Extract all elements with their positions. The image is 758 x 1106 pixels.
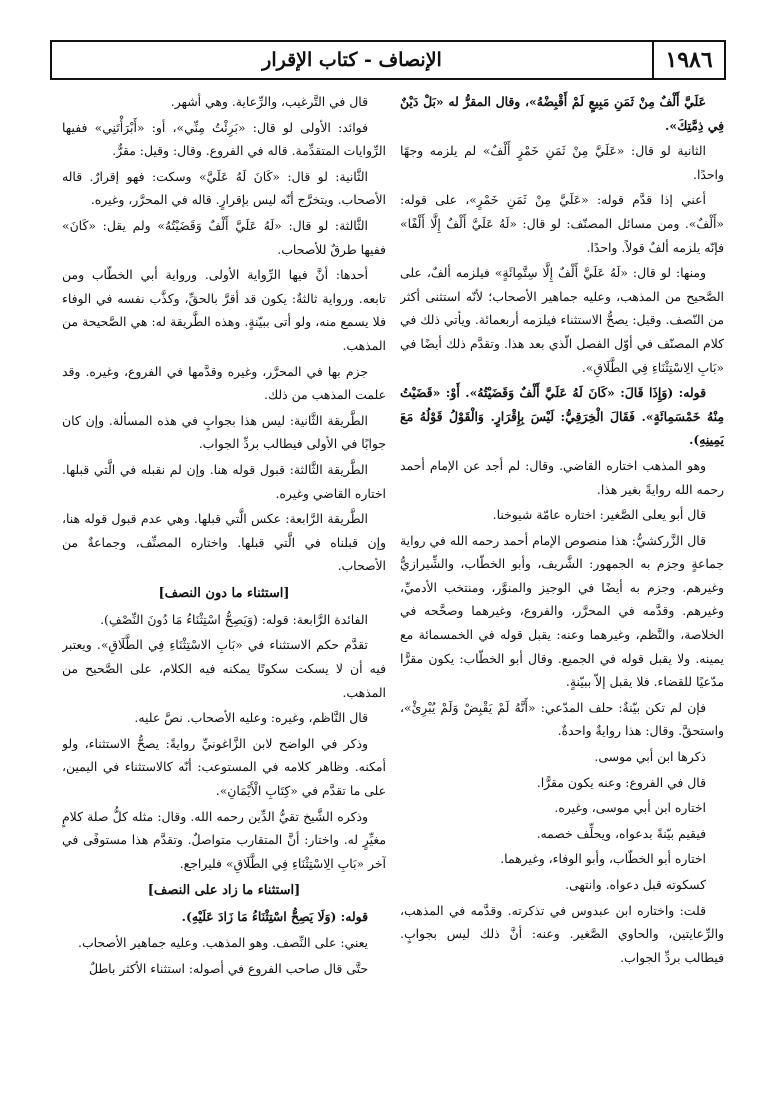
paragraph: قال الزَّركشيُّ: هذا منصوص الإمام أحمد رحمه الله في رواية جماعةٍ وجزم به الجمهور: الشَّريف، وأبو الخطّاب، والشِّيرازيُّ وغيرهم. وجزم به أيضًا في الوجيز والمنوَّر، ومنتخب الأدميِّ، وغيرهم. وقدَّمه في المحرَّر، والفروع، وغيرهما وصحَّحه في الخلاصة، والنَّظم، وغيرهما وعنه: يقبل قوله في الخمسمائة مع يمينه. ولا يقبل قوله في الجميع. وقال أبو الخطّاب: يكون مقرًّا مدّعيًا للقضاء. فلا يقبل إلاّ ببيّنةٍ.	[400, 532, 724, 690]
paragraph: يعني: على النِّصف. وهو المذهب. وعليه جماهير الأصحاب.	[78, 935, 368, 950]
paragraph: الطَّريقة الرَّابعة: عكس الَّتي قبلها. وهي عدم قبول قوله هنا، وإن قبلناه في الَّتي قبلها. واختاره المصنِّف، وجماعةٌ من الأصحاب.	[62, 511, 386, 574]
paragraph: أعني إذا قدَّم قوله: «عَلَيَّ مِنْ ثَمَنِ خَمْرٍ»، على قوله: «أَلْفٌ». ومن مسائل المصنّف: لو قال: «لَهُ عَلَيَّ أَلْفٌ إِلَّا أَلْفًا» فإنّه يلزمه ألفٌ قولاً. واحدًا.	[400, 192, 724, 255]
quoted-paragraph: قوله: (وَلَا يَصِحُّ اسْتِثْنَاءُ مَا زَادَ عَلَيْهِ).	[181, 909, 368, 925]
paragraph: قلت: واختاره ابن عبدوس في تذكرته. وقدَّمه في المذهب، والرِّعايتين، والحاوي الصَّغير. وعنه: أنَّ ذلك ليس بجوابٍ. فيطالب بردِّ الجواب.	[400, 902, 724, 965]
page-number: ١٩٨٦	[652, 42, 724, 78]
section-heading: [استثناء ما زاد على النصف]	[147, 883, 301, 899]
paragraph: اختاره أبو الخطّاب، وأبو الوفاء، وغيرهما.	[500, 851, 706, 867]
paragraph: الطَّريقة الثَّانية: ليس هذا بجوابٍ في هذه المسألة. وإن كان جوابًا في الأولى فيطالب بردِّ الجواب.	[62, 412, 386, 452]
right-column	[400, 90, 724, 1090]
paragraph: فوائد: الأولى لو قال: «بَرِئْتُ مِنِّي»، أو: «أَبْرَأْتَنِي» ففيها الرِّوايات المتقدِّمة. قاله في الفروع. وقال: وقيل: مقرٌّ.	[62, 119, 386, 159]
paragraph: الثَّانية: لو قال: «كَانَ لَهُ عَلَيَّ» وسكت: فهو إقرارٌ. قاله الأصحاب. ويتخرَّج أنّه ليس بإقرارٍ. قاله في المحرَّر، وغيره.	[62, 168, 386, 208]
paragraph: وذكره الشَّيخ تقيُّ الدِّين رحمه الله. وقال: مثله كلُّ صلة كلامٍ مغيِّرٍ له. واختار: أنَّ المتقارب متواصلٌ. وتقدَّم هذا مستوفًى في آخر «بَابِ الِاسْتِثْنَاءِ فِي الطَّلَاقِ» فليراجع.	[62, 808, 386, 871]
running-title: الإنصاف - كتاب الإقرار	[262, 49, 442, 71]
paragraph: وهو المذهب اختاره القاضي. وقال: لم أجد عن الإمام أحمد رحمه الله روايةً بغير هذا.	[400, 457, 724, 497]
left-column	[62, 90, 386, 1090]
paragraph: الفائدة الرَّابعة: قوله: (وَيَصِحُّ اسْتِثْنَاءُ مَا دُونَ النِّصْفِ).	[100, 611, 368, 627]
paragraph: الثانية لو قال: «عَلَيَّ مِنْ ثَمَنِ خَمْرٍ أَلْفٌ» لم يلزمه وجهًا واحدًا.	[400, 143, 724, 182]
paragraph: أحدها: أنَّ فيها الرِّواية الأولى. ورواية أبي الخطّاب ومن تابعه. ورواية ثالثةٌ: يكون قد أقرَّ بالحقِّ، وكذَّب نفسه في الوفاء فلا يسمع منه، ولو أتى ببيّنةٍ. وهذه الطَّريقة له: هي الصَّحيحة من المذهب.	[62, 267, 386, 353]
paragraph: فإن لم تكن بيّنةٌ: حلف المدّعي: «أَنَّهُ لَمْ يَقْبِضْ وَلَمْ يُبْرِئْ»، واستحقَّ. وقال: هذا روايةٌ واحدةٌ.	[400, 699, 724, 739]
paragraph: فيقيم بيّنةً بدعواه، ويحلِّف خصمه.	[536, 825, 706, 841]
quoted-paragraph: عَلَيَّ أَلْفٌ مِنْ ثَمَنِ مَبِيعٍ لَمْ أَقْبِضْهُ»، وقال المقرُّ له «بَلْ دَيْنٌ فِي ذِمَّتِكَ».	[400, 94, 724, 133]
paragraph: ومنها: لو قال: «لَهُ عَلَيَّ أَلْفٌ إِلَّا سِتَّمِائَةٍ» فيلزمه ألفٌ، على الصَّحيح من المذهب، وعليه جماهير الأصحاب؛ لأنّه استثنى أكثر من النّصف. وقيل: يصحُّ الاستثناء فيلزمه أربعمائة. ويأتي ذلك في كلام المصنّف في أوّل الفصل الّذي بعد هذا. وتقدَّم ذلك أيضًا في «بَابِ الِاسْتِثْنَاءِ فِي الطَّلَاقِ».	[400, 265, 724, 375]
paragraph: كسكوته قبل دعواه. وانتهى.	[565, 877, 706, 892]
paragraph: الثَّالثة: لو قال: «لَهُ عَلَيَّ أَلْفٌ وَقَضَيْتُهُ» ولم يقل: «كَانَ» ففيها طرقٌ للأصحاب.	[62, 217, 386, 257]
paragraph: قال في التَّرغيب، والرِّعاية. وهي أشهر.	[170, 94, 368, 109]
paragraph: قال في الفروع: وعنه يكون مقرًّا.	[536, 774, 706, 790]
paragraph: الطَّريقة الثَّالثة: قبول قوله هنا. وإن لم نقبله في الَّتي قبلها. اختاره القاضي وغيره.	[62, 461, 386, 501]
paragraph: اختاره ابن أبي موسى، وغيره.	[554, 800, 706, 816]
paragraph: قال أبو يعلى الصَّغير: اختاره عامّة شيوخنا.	[492, 507, 706, 523]
section-heading: [استثناء ما دون النصف]	[158, 585, 290, 601]
paragraph: تقدَّم حكم الاستثناء في «بَابِ الاسْتِثْنَاءِ فِي الطَّلَاقِ». ويعتبر فيه أن لا يسكت سكوتًا يمكنه فيه الكلام، على الصَّحيح من المذهب.	[62, 637, 386, 700]
quoted-paragraph: قوله: (وَإِذَا قَالَ: «كَانَ لَهُ عَلَيَّ أَلْفٌ وَقَضَيْتُهُ». أَوْ: «قَضَيْتُ مِنْهُ خَمْسَمِائَةٍ». فَقَالَ الْخِرَقِيُّ: لَيْسَ بِإِقْرَارٍ. وَالْقَوْلُ قَوْلُهُ مَعَ يَمِينِهِ).	[400, 385, 724, 448]
page-header	[50, 40, 726, 80]
paragraph: وذكر في الواضح لابن الزَّاغونيِّ روايةً: يصحُّ الاستثناء، ولو أمكنه. وظاهر كلامه في المستوعب: أنّه كالاستثناء في اليمين، على ما تقدَّم في «كِتَابِ الْأَيْمَانِ».	[62, 735, 386, 799]
paragraph: حتَّى قال صاحب الفروع في أصوله: استثناء الأكثر باطلٌ	[88, 960, 368, 976]
paragraph: جزم بها في المحرَّر، وغيره وقدَّمها في الفروع، وغيره. وقد علمت المذهب من ذلك.	[62, 363, 386, 403]
text-columns	[62, 90, 724, 1090]
paragraph: ذكرها ابن أبي موسى.	[594, 749, 706, 765]
paragraph: قال النَّاظم، وغيره: وعليه الأصحاب. نصَّ عليه.	[134, 710, 368, 726]
